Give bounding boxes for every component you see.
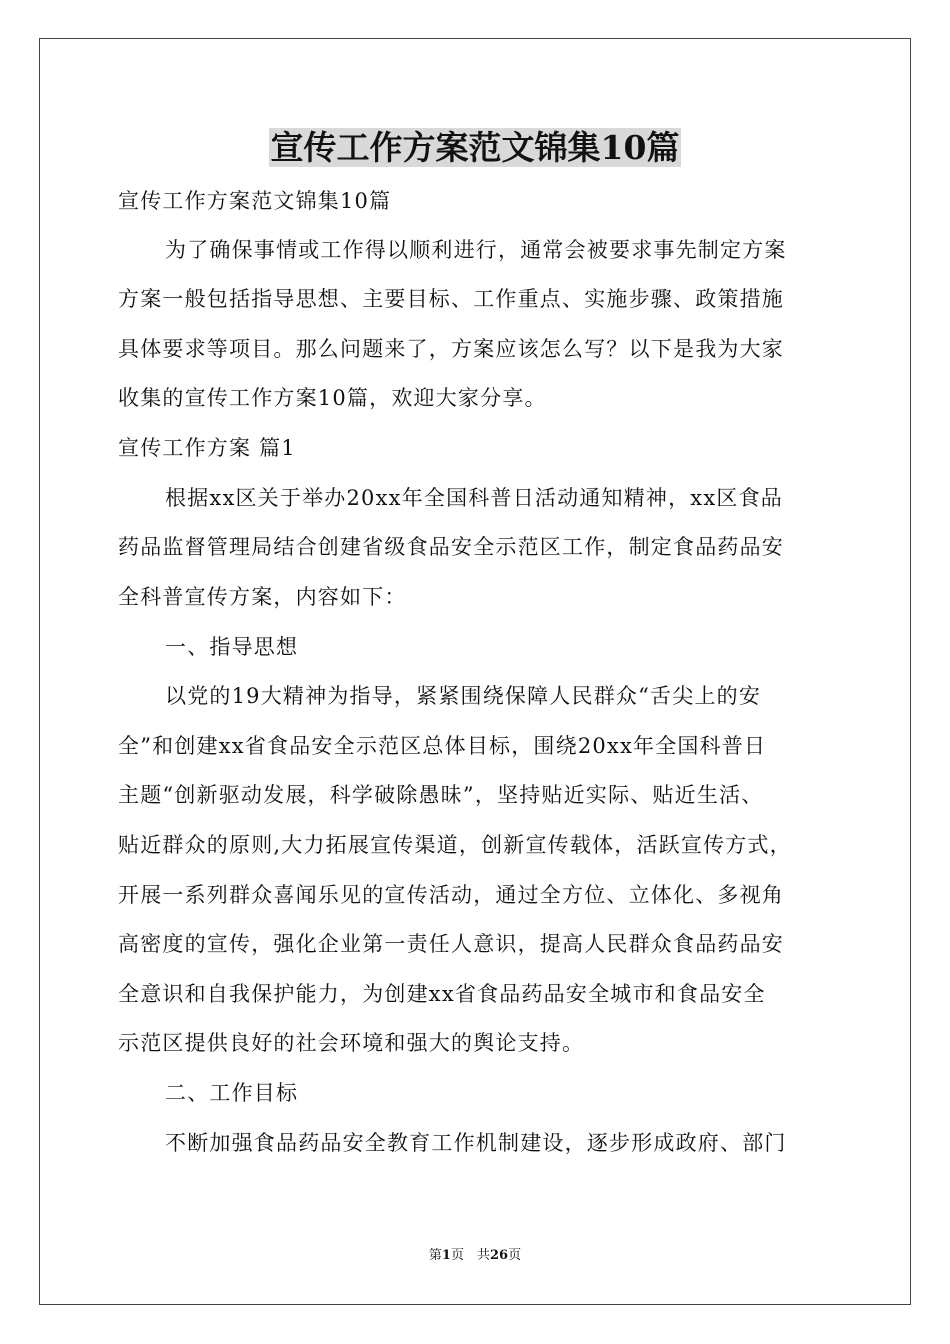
footer-mid: 页 共 [450, 1248, 490, 1263]
subsection-heading: 二、工作目标 [165, 1081, 299, 1105]
footer-prefix: 第 [428, 1248, 442, 1263]
page-footer [0, 1247, 950, 1265]
text-line: 全意识和自我保护能力，为创建xx省食品药品安全城市和食品安全 [118, 982, 766, 1006]
text-line: 贴近群众的原则,大力拓展宣传渠道，创新宣传载体，活跃宣传方式， [118, 833, 792, 857]
document-title-text: 宣传工作方案范文锦集10篇 [270, 128, 680, 167]
text-line: 高密度的宣传，强化企业第一责任人意识，提高人民群众食品药品安 [118, 932, 784, 956]
text-line: 以党的19大精神为指导，紧紧围绕保障人民群众“舌尖上的安 [165, 684, 762, 708]
text-line: 方案一般包括指导思想、主要目标、工作重点、实施步骤、政策措施 [118, 287, 784, 311]
text-line: 全”和创建xx省食品安全示范区总体目标，围绕20xx年全国科普日 [118, 734, 767, 758]
text-line: 开展一系列群众喜闻乐见的宣传活动，通过全方位、立体化、多视角 [118, 883, 784, 907]
text-line: 收集的宣传工作方案10篇，欢迎大家分享。 [118, 386, 547, 410]
text-line: 具体要求等项目。那么问题来了，方案应该怎么写？以下是我为大家 [118, 337, 784, 361]
document-title [0, 126, 950, 170]
section-heading: 宣传工作方案 篇1 [118, 436, 296, 460]
subsection-heading: 一、指导思想 [165, 635, 299, 659]
text-line: 为了确保事情或工作得以顺利进行，通常会被要求事先制定方案 [165, 238, 787, 262]
text-line: 根据xx区关于举办20xx年全国科普日活动通知精神，xx区食品 [165, 486, 783, 510]
page-border [39, 38, 911, 1305]
text-line: 示范区提供良好的社会环境和强大的舆论支持。 [118, 1031, 585, 1055]
subtitle-line: 宣传工作方案范文锦集10篇 [118, 189, 392, 213]
text-line: 主题“创新驱动发展，科学破除愚昧”，坚持贴近实际、贴近生活、 [118, 783, 764, 807]
text-line: 全科普宣传方案，内容如下： [118, 585, 407, 609]
text-line: 药品监督管理局结合创建省级食品安全示范区工作，制定食品药品安 [118, 535, 784, 559]
text-line: 不断加强食品药品安全教育工作机制建设，逐步形成政府、部门 [165, 1131, 787, 1155]
footer-page-number: 1 [441, 1248, 451, 1263]
footer-suffix: 页 [508, 1248, 522, 1263]
footer-total-pages: 26 [489, 1248, 509, 1263]
